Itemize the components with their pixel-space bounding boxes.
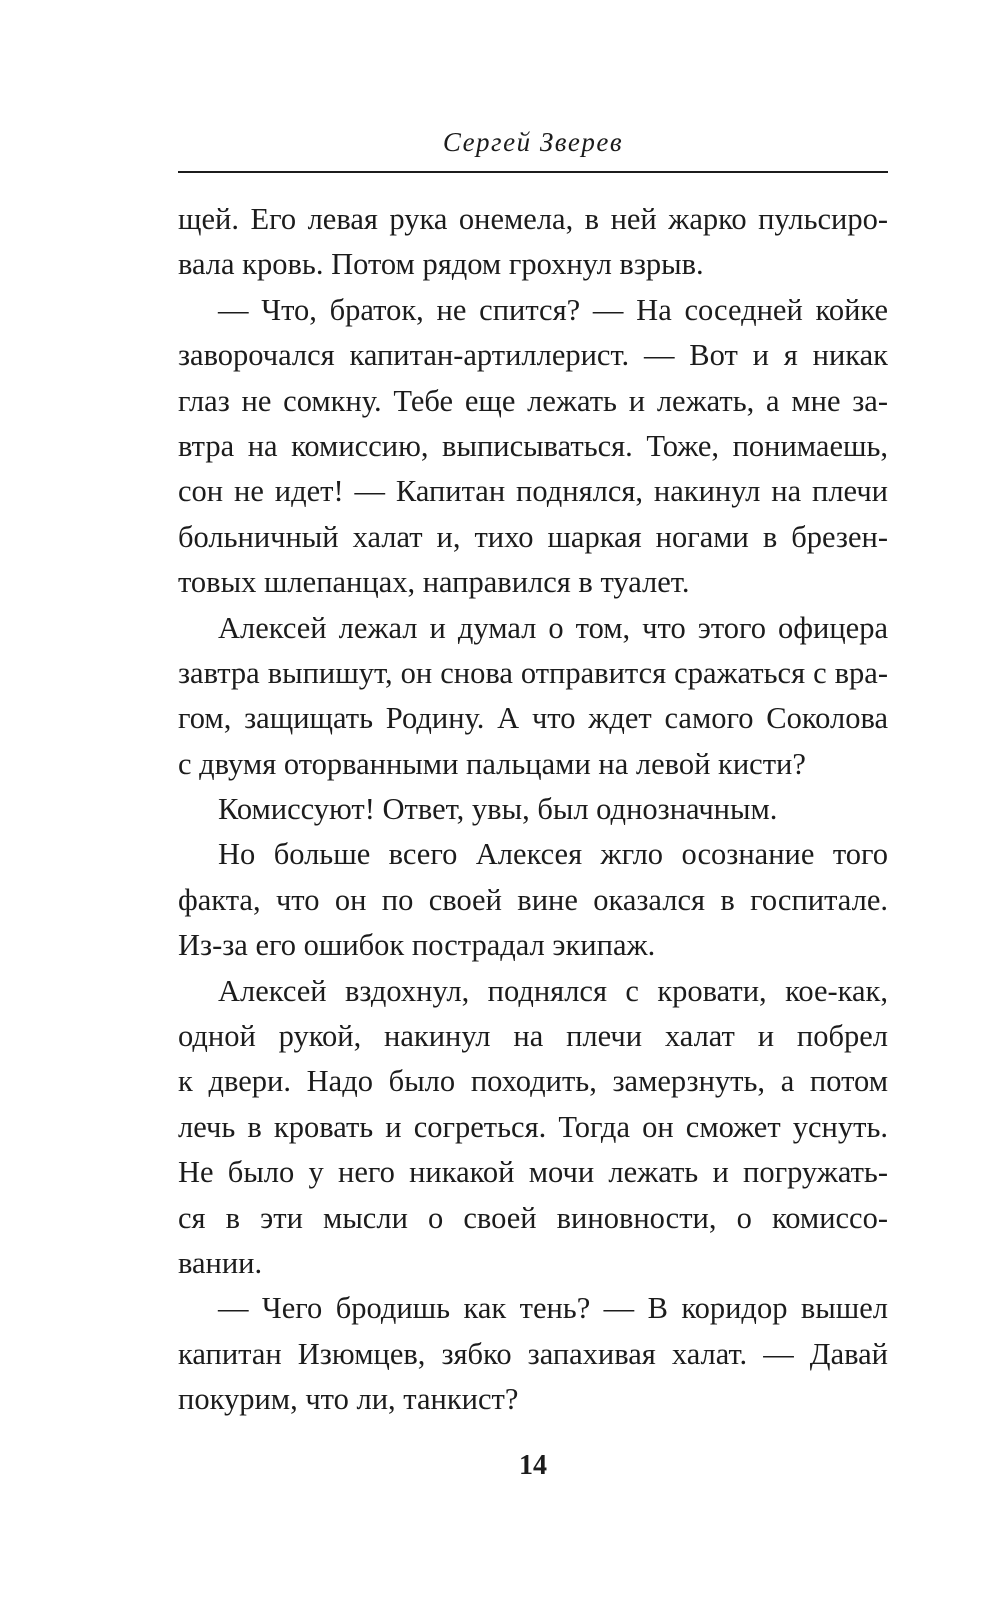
text-line: Комиссуют! Ответ, увы, был однозначным.	[218, 792, 778, 827]
text-line: с двумя оторванными пальцами на левой кисти?	[178, 746, 806, 781]
text-line: вании.	[178, 1245, 263, 1280]
text-line: — Что, браток, не спится? — На соседней койке	[218, 292, 888, 327]
text-line: завтра выпишут, он снова отправится сражаться с вра-	[178, 655, 888, 690]
text-line: больничный халат и, тихо шаркая ногами в брезен-	[178, 519, 888, 554]
text-line: товых шлепанцах, направился в туалет.	[178, 565, 690, 600]
text-line: сон не идет! — Капитан поднялся, накинул на плечи	[178, 474, 888, 509]
header-rule	[178, 171, 888, 173]
text-line: Из-за его ошибок пострадал экипаж.	[178, 928, 656, 963]
running-head-author: Сергей Зверев	[442, 127, 624, 157]
text-line: — Чего бродишь как тень? — В коридор вышел	[218, 1291, 888, 1326]
text-line: гом, защищать Родину. А что ждет самого Соколова	[178, 701, 888, 736]
text-line: покурим, что ли, танкист?	[178, 1382, 519, 1417]
text-line: Алексей лежал и думал о том, что этого офицера	[218, 610, 888, 645]
body-text	[178, 197, 888, 1423]
text-line: щей. Его левая рука онемела, в ней жарко пульсиро-	[178, 202, 888, 236]
text-line: вала кровь. Потом рядом грохнул взрыв.	[178, 247, 704, 282]
text-line: втра на комиссию, выписываться. Тоже, понимаешь,	[178, 428, 888, 463]
text-line: капитан Изюмцев, зябко запахивая халат. — Давай	[178, 1336, 888, 1371]
text-line: лечь в кровать и согреться. Тогда он сможет уснуть.	[178, 1109, 888, 1144]
text-line: глаз не сомкну. Тебе еще лежать и лежать, а мне за-	[178, 383, 888, 418]
text-line: ся в эти мысли о своей виновности, о комиссо-	[178, 1200, 888, 1235]
text-line: Не было у него никакой мочи лежать и погружать-	[178, 1155, 888, 1190]
text-line: факта, что он по своей вине оказался в госпитале.	[178, 882, 888, 917]
text-line: заворочался капитан-артиллерист. — Вот и я никак	[178, 338, 888, 373]
text-line: Алексей вздохнул, поднялся с кровати, кое-как,	[218, 973, 888, 1008]
text-line: Но больше всего Алексея жгло осознание того	[218, 837, 888, 872]
text-line: к двери. Надо было походить, замерзнуть, а потом	[178, 1064, 888, 1099]
page-number: 14	[519, 1450, 547, 1481]
text-line: одной рукой, накинул на плечи халат и побрел	[178, 1019, 888, 1054]
